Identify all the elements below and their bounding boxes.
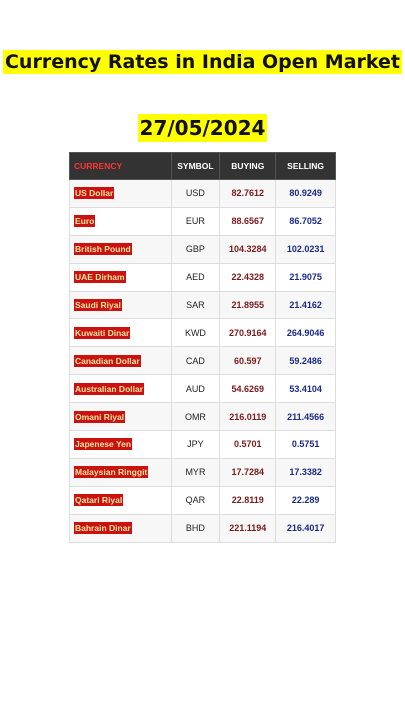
title-container [0,48,405,76]
currency-name: US Dollar [75,188,114,199]
table-row [70,235,336,263]
table-body [70,180,336,543]
currency-name-cell [70,486,172,514]
currency-name: Malaysian Ringgit [75,467,148,478]
page-title: Currency Rates in India Open Market [4,51,400,73]
selling-rate: 21.9075 [276,263,336,291]
buying-rate: 54.6269 [220,375,276,403]
currency-name-cell [70,375,172,403]
currency-name-cell [70,514,172,542]
currency-symbol: JPY [171,431,220,459]
currency-name: Omani Riyal [75,411,125,422]
selling-rate: 264.9046 [276,319,336,347]
currency-symbol: CAD [171,347,220,375]
table-row [70,347,336,375]
buying-rate: 60.597 [220,347,276,375]
buying-rate: 22.4328 [220,263,276,291]
buying-rate: 17.7284 [220,458,276,486]
buying-rate: 104.3284 [220,235,276,263]
currency-rates-table [69,152,336,543]
selling-rate: 216.4017 [276,514,336,542]
currency-name-cell [70,235,172,263]
table-header-row [70,153,336,180]
table-row [70,207,336,235]
currency-name: Qatari Riyal [75,495,123,506]
selling-rate: 102.0231 [276,235,336,263]
rate-date: 27/05/2024 [139,116,266,140]
currency-name: Bahrain Dinar [75,523,131,534]
header-currency: CURRENCY [70,153,172,180]
buying-rate: 21.8955 [220,291,276,319]
currency-name-cell [70,431,172,459]
currency-name-cell [70,180,172,208]
selling-rate: 86.7052 [276,207,336,235]
selling-rate: 211.4566 [276,403,336,431]
table-row [70,403,336,431]
currency-symbol: USD [171,180,220,208]
header-symbol: SYMBOL [171,153,220,180]
currency-name: British Pound [75,244,131,255]
buying-rate: 221.1194 [220,514,276,542]
buying-rate: 82.7612 [220,180,276,208]
table-row [70,263,336,291]
currency-symbol: OMR [171,403,220,431]
currency-name: Australian Dollar [75,383,144,394]
buying-rate: 216.0119 [220,403,276,431]
currency-symbol: GBP [171,235,220,263]
currency-name: Euro [75,216,95,227]
currency-name-cell [70,403,172,431]
currency-name-cell [70,263,172,291]
table-row [70,291,336,319]
currency-symbol: AED [171,263,220,291]
currency-name: Kuwaiti Dinar [75,327,130,338]
currency-symbol: KWD [171,319,220,347]
selling-rate: 53.4104 [276,375,336,403]
selling-rate: 21.4162 [276,291,336,319]
selling-rate: 59.2486 [276,347,336,375]
selling-rate: 17.3382 [276,458,336,486]
date-container [0,114,405,142]
table-row [70,486,336,514]
table-row [70,431,336,459]
table-row [70,514,336,542]
currency-name: Saudi Riyal [75,300,121,310]
selling-rate: 0.5751 [276,431,336,459]
table-row [70,375,336,403]
currency-name-cell [70,458,172,486]
buying-rate: 22.8119 [220,486,276,514]
currency-symbol: SAR [171,291,220,319]
currency-name-cell [70,319,172,347]
currency-name: Canadian Dollar [75,355,140,366]
table-row [70,180,336,208]
currency-name-cell [70,207,172,235]
buying-rate: 270.9164 [220,319,276,347]
currency-symbol: EUR [171,207,220,235]
currency-name: Japenese Yen [75,439,132,450]
header-buying: BUYING [220,153,276,180]
currency-symbol: QAR [171,486,220,514]
table-row [70,319,336,347]
currency-name-cell [70,291,172,319]
selling-rate: 22.289 [276,486,336,514]
currency-symbol: BHD [171,514,220,542]
buying-rate: 0.5701 [220,431,276,459]
table-row [70,458,336,486]
currency-name: UAE Dirham [75,272,125,283]
selling-rate: 80.9249 [276,180,336,208]
currency-name-cell [70,347,172,375]
buying-rate: 88.6567 [220,207,276,235]
currency-symbol: MYR [171,458,220,486]
currency-symbol: AUD [171,375,220,403]
header-selling: SELLING [276,153,336,180]
